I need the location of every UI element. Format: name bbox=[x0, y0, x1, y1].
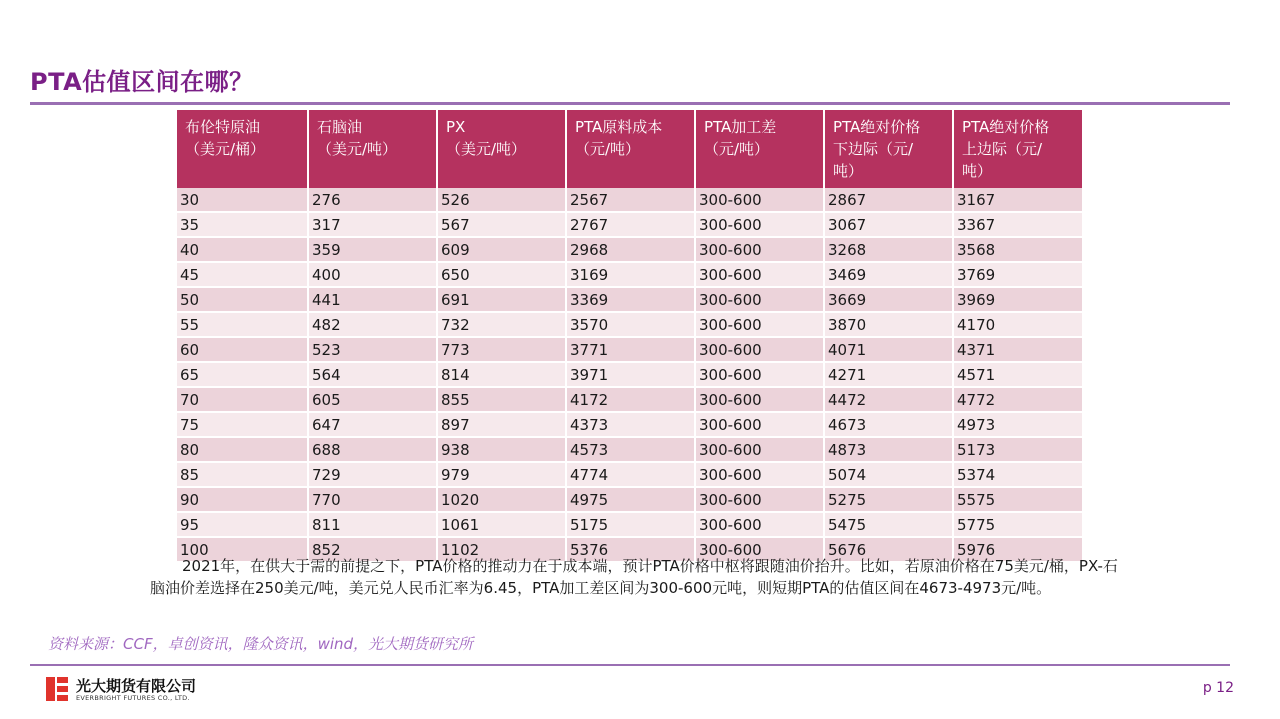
table-header-cell: PTA绝对价格 上边际（元/ 吨） bbox=[953, 110, 1082, 188]
table-cell: 50 bbox=[177, 287, 308, 312]
table-cell: 3469 bbox=[824, 262, 953, 287]
table-cell: 650 bbox=[437, 262, 566, 287]
table-cell: 482 bbox=[308, 312, 437, 337]
table-header-cell: 布伦特原油 （美元/桶） bbox=[177, 110, 308, 188]
table-cell: 4975 bbox=[566, 487, 695, 512]
table-cell: 5775 bbox=[953, 512, 1082, 537]
table-cell: 855 bbox=[437, 387, 566, 412]
table-cell: 3870 bbox=[824, 312, 953, 337]
table-cell: 732 bbox=[437, 312, 566, 337]
table-cell: 897 bbox=[437, 412, 566, 437]
table-cell: 647 bbox=[308, 412, 437, 437]
note-text: 2021年，在供大于需的前提之下，PTA价格的推动力在于成本端，预计PTA价格中枢将跟随油价抬升。比如，若原油价格在75美元/桶，PX-石脑油价差选择在250美元/吨，美元兑人民币汇率为6.45，PTA加工差区间为300-600元吨，则短期PTA的估值区间在4673-4973元/吨。 bbox=[150, 557, 1118, 597]
table-cell: 75 bbox=[177, 412, 308, 437]
table-cell: 3971 bbox=[566, 362, 695, 387]
table-cell: 300-600 bbox=[695, 487, 824, 512]
table-cell: 65 bbox=[177, 362, 308, 387]
table-cell: 1102 bbox=[437, 537, 566, 562]
table-cell: 45 bbox=[177, 262, 308, 287]
footer-divider bbox=[30, 664, 1230, 666]
table-cell: 300-600 bbox=[695, 437, 824, 462]
table-cell: 938 bbox=[437, 437, 566, 462]
table-cell: 4873 bbox=[824, 437, 953, 462]
table-cell: 276 bbox=[308, 188, 437, 212]
table-cell: 814 bbox=[437, 362, 566, 387]
table-cell: 3669 bbox=[824, 287, 953, 312]
table-cell: 1020 bbox=[437, 487, 566, 512]
table-cell: 300-600 bbox=[695, 237, 824, 262]
table-cell: 4071 bbox=[824, 337, 953, 362]
table-header-row bbox=[177, 110, 1082, 188]
table-cell: 3568 bbox=[953, 237, 1082, 262]
table-cell: 4472 bbox=[824, 387, 953, 412]
table-row bbox=[177, 312, 1082, 337]
table-cell: 3169 bbox=[566, 262, 695, 287]
table-row bbox=[177, 287, 1082, 312]
table-cell: 4673 bbox=[824, 412, 953, 437]
table-cell: 85 bbox=[177, 462, 308, 487]
table-header-cell: PX （美元/吨） bbox=[437, 110, 566, 188]
table-cell: 3067 bbox=[824, 212, 953, 237]
table-cell: 2767 bbox=[566, 212, 695, 237]
table-cell: 688 bbox=[308, 437, 437, 462]
table-cell: 5376 bbox=[566, 537, 695, 562]
table-cell: 4573 bbox=[566, 437, 695, 462]
table-cell: 4373 bbox=[566, 412, 695, 437]
table-cell: 300-600 bbox=[695, 287, 824, 312]
table-cell: 300-600 bbox=[695, 337, 824, 362]
logo-name-en: EVERBRIGHT FUTURES CO., LTD. bbox=[76, 694, 190, 702]
table-cell: 4973 bbox=[953, 412, 1082, 437]
table-cell: 770 bbox=[308, 487, 437, 512]
table-cell: 35 bbox=[177, 212, 308, 237]
analysis-note bbox=[150, 555, 1130, 599]
page-number: p 12 bbox=[1202, 680, 1234, 696]
title-divider bbox=[30, 102, 1230, 105]
table-cell: 567 bbox=[437, 212, 566, 237]
table-cell: 300-600 bbox=[695, 512, 824, 537]
table-cell: 1061 bbox=[437, 512, 566, 537]
table-cell: 100 bbox=[177, 537, 308, 562]
table-row bbox=[177, 462, 1082, 487]
table-cell: 317 bbox=[308, 212, 437, 237]
table-cell: 4371 bbox=[953, 337, 1082, 362]
table-cell: 5575 bbox=[953, 487, 1082, 512]
table-row bbox=[177, 212, 1082, 237]
table-cell: 300-600 bbox=[695, 387, 824, 412]
table-cell: 30 bbox=[177, 188, 308, 212]
table-cell: 811 bbox=[308, 512, 437, 537]
table-cell: 729 bbox=[308, 462, 437, 487]
table-cell: 5475 bbox=[824, 512, 953, 537]
table-header-cell: PTA绝对价格 下边际（元/ 吨） bbox=[824, 110, 953, 188]
table-cell: 55 bbox=[177, 312, 308, 337]
table-cell: 4774 bbox=[566, 462, 695, 487]
table-cell: 2968 bbox=[566, 237, 695, 262]
logo-name-cn: 光大期货有限公司 bbox=[76, 677, 197, 695]
table-cell: 300-600 bbox=[695, 262, 824, 287]
table-cell: 691 bbox=[437, 287, 566, 312]
table-row bbox=[177, 387, 1082, 412]
table-cell: 70 bbox=[177, 387, 308, 412]
table-cell: 80 bbox=[177, 437, 308, 462]
table-cell: 5074 bbox=[824, 462, 953, 487]
table-cell: 564 bbox=[308, 362, 437, 387]
everbright-logo-icon bbox=[44, 675, 70, 703]
table-cell: 979 bbox=[437, 462, 566, 487]
table-cell: 3268 bbox=[824, 237, 953, 262]
table-body bbox=[177, 188, 1082, 562]
table-row bbox=[177, 412, 1082, 437]
table-cell: 5173 bbox=[953, 437, 1082, 462]
table-cell: 5275 bbox=[824, 487, 953, 512]
table-row bbox=[177, 337, 1082, 362]
table-cell: 300-600 bbox=[695, 462, 824, 487]
table-cell: 60 bbox=[177, 337, 308, 362]
table-cell: 300-600 bbox=[695, 362, 824, 387]
table-cell: 2867 bbox=[824, 188, 953, 212]
table-cell: 3167 bbox=[953, 188, 1082, 212]
table-cell: 4772 bbox=[953, 387, 1082, 412]
table-cell: 300-600 bbox=[695, 412, 824, 437]
table-cell: 90 bbox=[177, 487, 308, 512]
table-cell: 4571 bbox=[953, 362, 1082, 387]
table-row bbox=[177, 237, 1082, 262]
table-cell: 3369 bbox=[566, 287, 695, 312]
table-cell: 3570 bbox=[566, 312, 695, 337]
table-cell: 300-600 bbox=[695, 188, 824, 212]
table-cell: 5976 bbox=[953, 537, 1082, 562]
table-cell: 441 bbox=[308, 287, 437, 312]
table-cell: 2567 bbox=[566, 188, 695, 212]
page-title: PTA估值区间在哪？ bbox=[30, 68, 254, 96]
table-row bbox=[177, 362, 1082, 387]
table-cell: 4172 bbox=[566, 387, 695, 412]
table-cell: 526 bbox=[437, 188, 566, 212]
table-cell: 3367 bbox=[953, 212, 1082, 237]
table-cell: 5374 bbox=[953, 462, 1082, 487]
table-cell: 359 bbox=[308, 237, 437, 262]
table-cell: 95 bbox=[177, 512, 308, 537]
table-cell: 4271 bbox=[824, 362, 953, 387]
source-citation: 资料来源：CCF，卓创资讯，隆众资讯，wind，光大期货研究所 bbox=[48, 635, 474, 653]
valuation-table bbox=[177, 110, 1082, 563]
table-cell: 300-600 bbox=[695, 537, 824, 562]
table-cell: 523 bbox=[308, 337, 437, 362]
table-cell: 773 bbox=[437, 337, 566, 362]
table-cell: 3969 bbox=[953, 287, 1082, 312]
table-cell: 3771 bbox=[566, 337, 695, 362]
table-cell: 40 bbox=[177, 237, 308, 262]
table-cell: 300-600 bbox=[695, 312, 824, 337]
table-row bbox=[177, 487, 1082, 512]
table-cell: 300-600 bbox=[695, 212, 824, 237]
table-header-cell: PTA原料成本 （元/吨） bbox=[566, 110, 695, 188]
table-row bbox=[177, 262, 1082, 287]
table-row bbox=[177, 437, 1082, 462]
table-cell: 5175 bbox=[566, 512, 695, 537]
table-cell: 852 bbox=[308, 537, 437, 562]
table-cell: 400 bbox=[308, 262, 437, 287]
company-logo bbox=[44, 675, 234, 705]
table-cell: 5676 bbox=[824, 537, 953, 562]
table-row bbox=[177, 512, 1082, 537]
table-row bbox=[177, 188, 1082, 212]
table-cell: 3769 bbox=[953, 262, 1082, 287]
table-header-cell: PTA加工差 （元/吨） bbox=[695, 110, 824, 188]
table-cell: 4170 bbox=[953, 312, 1082, 337]
table-cell: 609 bbox=[437, 237, 566, 262]
table-cell: 605 bbox=[308, 387, 437, 412]
table-header-cell: 石脑油 （美元/吨） bbox=[308, 110, 437, 188]
